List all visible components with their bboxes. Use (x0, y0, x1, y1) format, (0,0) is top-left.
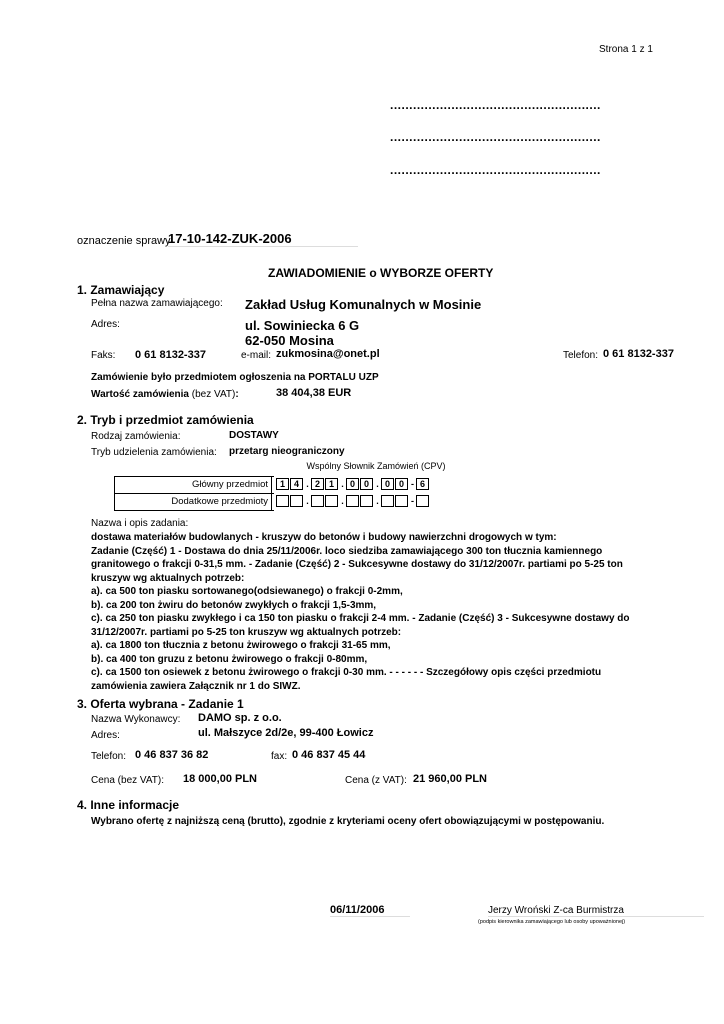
cpv-digit: 0 (381, 478, 394, 490)
case-label: oznaczenie sprawy (77, 235, 171, 247)
cpv-digit: 4 (290, 478, 303, 490)
cpv-separator: . (306, 496, 309, 506)
divider (114, 476, 274, 477)
contractor-name: DAMO sp. z o.o. (198, 712, 282, 724)
divider (114, 476, 115, 510)
gross-price-label: Cena (z VAT): (345, 775, 407, 786)
cpv-empty-box (290, 495, 303, 507)
description-line: c). ca 1500 ton osiewek z betonu żwirowego o frakcji 0-30 mm. - - - - - - Szczegółowy opis części przedmiotu (91, 667, 602, 678)
task-description (91, 531, 691, 693)
contractor-fax-label: fax: (271, 751, 288, 762)
order-value-label: Wartość zamówienia (bez VAT): (91, 389, 239, 400)
document-title: ZAWIADOMIENIE o WYBORZE OFERTY (268, 266, 494, 280)
buyer-name: Zakład Usług Komunalnych w Mosinie (245, 297, 482, 312)
cpv-digit: 6 (416, 478, 429, 490)
order-kind-label: Rodzaj zamówienia: (91, 431, 181, 442)
description-line: b). ca 200 ton żwiru do betonów zwykłych o frakcji 1,5-3mm, (91, 599, 377, 611)
cpv-separator: . (341, 479, 344, 489)
full-name-label: Pełna nazwa zamawiającego: (91, 298, 223, 309)
net-price-label: Cena (bez VAT): (91, 775, 164, 786)
section-heading: 3. Oferta wybrana - Zadanie 1 (77, 697, 244, 711)
order-mode-label: Tryb udzielenia zamówienia: (91, 447, 217, 458)
address-label: Adres: (91, 319, 120, 330)
description-line: 31/12/2007r. partiami po 5-25 ton kruszyw wg aktualnych potrzeb: (91, 626, 402, 638)
order-kind: DOSTAWY (229, 430, 279, 441)
description-line: c). ca 250 ton piasku zwykłego i ca 150 ton piasku o frakcji 2-4 mm. - Zadanie (Część) 3 - Sukcesywne dostawy do (91, 613, 630, 624)
section-heading: 4. Inne informacje (77, 798, 180, 812)
description-line: Zadanie (Część) 1 - Dostawa do dnia 25/11/2006r. loco siedziba zamawiającego 300 ton tłucznia kamiennego (91, 545, 603, 557)
buyer-address-line1: ul. Sowiniecka 6 G (245, 318, 360, 333)
cpv-empty-box (395, 495, 408, 507)
cpv-empty-box (346, 495, 359, 507)
cpv-empty-box (311, 495, 324, 507)
cpv-digit: 2 (311, 478, 324, 490)
divider (271, 476, 272, 510)
cpv-digit: 1 (276, 478, 289, 490)
signature-caption: (podpis kierownika zamawiającego lub osoby upoważnionej) (478, 919, 626, 925)
cpv-digit: 0 (395, 478, 408, 490)
description-line: a). ca 1800 ton tłucznia z betonu żwirowego o frakcji 31-65 mm, (91, 640, 391, 651)
dotted-line: ....................................................... (390, 98, 601, 112)
section-heading: 2. Tryb i przedmiot zamówienia (77, 413, 254, 427)
description-line: b). ca 400 ton gruzu z betonu żwirowego o frakcji 0-80mm, (91, 653, 368, 665)
cpv-digit: 1 (325, 478, 338, 490)
cpv-separator: . (376, 496, 379, 506)
cpv-empty-box (276, 495, 289, 507)
page-number: Strona 1 z 1 (599, 44, 653, 55)
contractor-address: ul. Małszyce 2d/2e, 99-400 Łowicz (198, 727, 374, 739)
cpv-empty-box (416, 495, 429, 507)
contractor-fax: 0 46 837 45 44 (292, 749, 366, 761)
email-label: e-mail: (241, 350, 272, 361)
contractor-label: Nazwa Wykonawcy: (91, 714, 181, 725)
order-mode: przetarg nieograniczony (229, 446, 345, 457)
cpv-extra-code (276, 495, 430, 507)
cpv-title: Wspólny Słownik Zamówień (CPV) (306, 461, 446, 471)
divider (114, 493, 274, 494)
contractor-phone: 0 46 837 36 82 (135, 749, 209, 761)
phone-label: Telefon: (563, 350, 599, 361)
case-number: 17-10-142-ZUK-2006 (168, 231, 358, 247)
dotted-line: ....................................................... (390, 130, 601, 144)
announcement-note: Zamówienie było przedmiotem ogłoszenia na PORTALU UZP (91, 372, 379, 383)
cpv-digit: 0 (346, 478, 359, 490)
order-value: 38 404,38 EUR (276, 387, 352, 399)
cpv-separator: . (341, 496, 344, 506)
cpv-separator: . (376, 479, 379, 489)
contractor-address-label: Adres: (91, 730, 120, 741)
cpv-empty-box (381, 495, 394, 507)
description-line: kruszyw wg aktualnych potrzeb: (91, 572, 245, 584)
cpv-digit: 0 (360, 478, 373, 490)
cpv-extra-label: Dodatkowe przedmioty (171, 496, 268, 507)
cpv-empty-box (325, 495, 338, 507)
gross-price: 21 960,00 PLN (413, 773, 487, 785)
description-line: zamówienia zawiera Załącznik nr 1 do SIWZ. (91, 680, 301, 692)
cpv-empty-box (360, 495, 373, 507)
fax-label: Faks: (91, 350, 116, 361)
other-info-text: Wybrano ofertę z najniższą ceną (brutto), zgodnie z kryteriami oceny ofert obowiązującymi w postępowaniu. (91, 816, 605, 827)
cpv-separator: . (306, 479, 309, 489)
dotted-line: ....................................................... (390, 163, 601, 177)
description-label: Nazwa i opis zadania: (91, 518, 189, 529)
section-heading: 1. Zamawiający (77, 283, 165, 297)
buyer-address-line2: 62-050 Mosina (245, 333, 334, 348)
description-line: dostawa materiałów budowlanych - kruszyw do betonów i budowy nawierzchni drogowych w tym: (91, 532, 557, 543)
cpv-main-label: Główny przedmiot (191, 479, 268, 490)
buyer-email: zukmosina@onet.pl (276, 348, 380, 360)
signatory: Jerzy Wroński Z-ca Burmistrza (488, 905, 704, 917)
buyer-fax: 0 61 8132-337 (135, 349, 206, 361)
divider (114, 510, 274, 511)
notice-date: 06/11/2006 (330, 904, 410, 917)
cpv-separator: - (411, 479, 414, 489)
cpv-separator: - (411, 496, 414, 506)
contractor-phone-label: Telefon: (91, 751, 127, 762)
buyer-phone: 0 61 8132-337 (603, 348, 674, 360)
description-line: a). ca 500 ton piasku sortowanego(odsiewanego) o frakcji 0-2mm, (91, 586, 403, 597)
cpv-main-code (276, 478, 430, 490)
description-line: granitowego o frakcji 0-31,5 mm. - Zadanie (Część) 2 - Sukcesywne dostawy do 31/12/2007r. partiami po 5-25 ton (91, 559, 623, 570)
net-price: 18 000,00 PLN (183, 773, 257, 785)
